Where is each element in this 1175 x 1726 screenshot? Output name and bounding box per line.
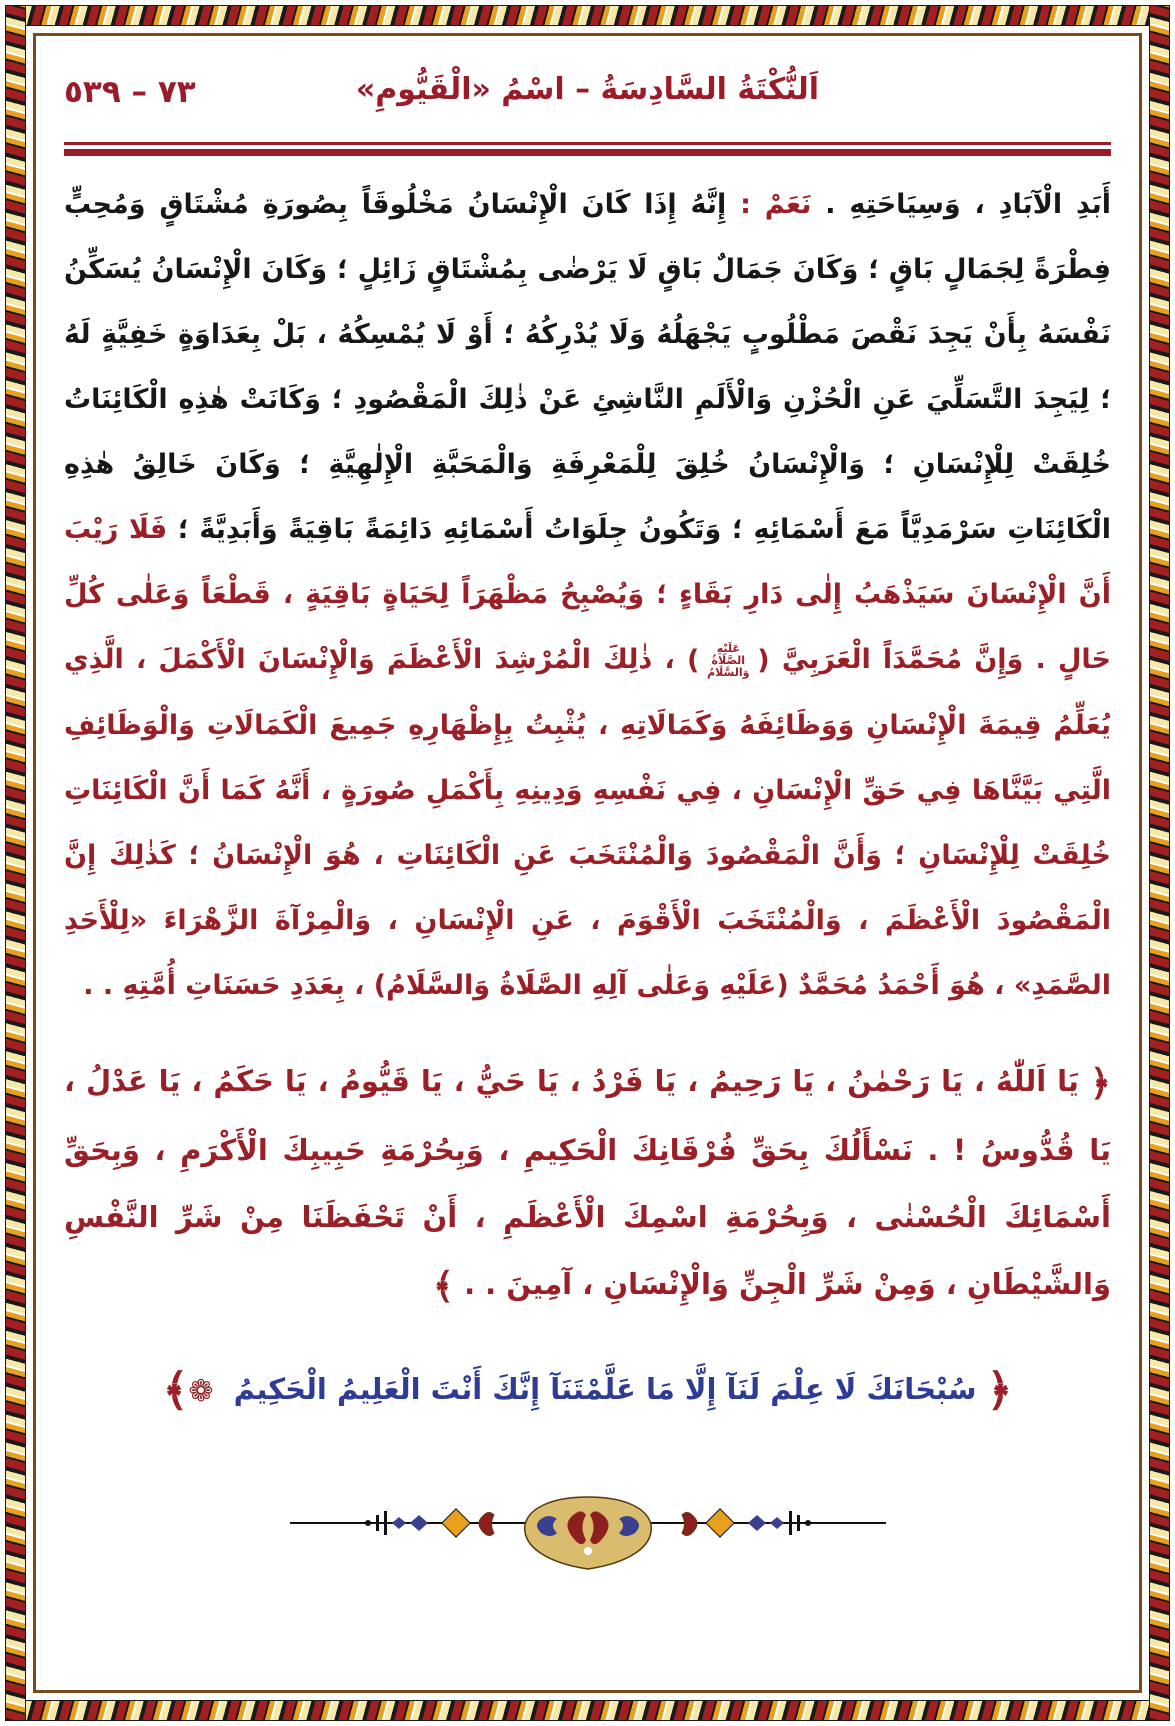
body-text-run-red: نَعَمْ : [726, 189, 812, 220]
body-text-run-red: ، ذٰلِكَ الْمُرْشِدَ الْأَعْظَمَ وَالْإِنْسَانَ الْأَكْمَلَ ، الَّذِي يُعَلِّمُ قِيمَةَ الْإِنْسَانِ وَوَظَائِفَهُ وَكَمَالَاتِهِ ، يُثْبِتُ بِإِظْهَارِهِ جَمِيعَ الْكَمَالَاتِ وَالْوَظَائِفِ الَّتِي بَيَّنَّاهَا فِي حَقِّ الْإِنْسَانِ ، فِي نَفْسِهِ وَدِينِهِ بِأَكْمَلِ صُورَةٍ ، أَنَّهُ كَمَا أَنَّ الْكَائِنَاتِ خُلِقَتْ لِلْإِنْسَانِ ؛ وَأَنَّ الْمَقْصُودَ وَالْمُنْتَخَبَ عَنِ الْكَائِنَاتِ ، هُوَ الْإِنْسَانُ ؛ كَذٰلِكَ إِنَّ الْمَقْصُودَ الْأَعْظَمَ ، وَالْمُنْتَخَبَ الْأَقْوَمَ ، عَنِ الْإِنْسَانِ ، وَالْمِرْآةَ الزَّهْرَاءَ «لِلْأَحَدِ الصَّمَدِ» ، هُوَ أَحْمَدُ مُحَمَّدٌ (عَلَيْهِ وَعَلٰى آلِهِ الصَّلَاةُ وَالسَّلَامُ) ، بِعَدَدِ حَسَنَاتِ أُمَّتِهِ . . [64, 644, 1111, 1001]
header-rule-thick [64, 149, 1111, 156]
border-chain-bottom [5, 1700, 1170, 1721]
page-numbers: ٧٣ – ٥٣٩ [64, 74, 196, 110]
page-title: اَلنُّكْتَةُ السَّادِسَةُ – اسْمُ «الْقَيُّومِ» [355, 72, 820, 107]
verse-line [64, 1354, 1111, 1427]
page-header [64, 58, 1111, 136]
header-rule-thin [64, 142, 1111, 145]
prayer-close-bracket-icon: ﴾ [432, 1266, 454, 1307]
verse-open-bracket-icon: ﴿ [986, 1365, 1013, 1416]
verse-text: سُبْحَانَكَ لَا عِلْمَ لَنَآ إِلَّا مَا عَلَّمْتَنَآ إِنَّكَ أَنْتَ الْعَلِيمُ الْحَكِيمُ [233, 1372, 977, 1406]
border-chain-top [5, 5, 1170, 26]
body-text-run-black: إِنَّهُ إِذَا كَانَ الْإِنْسَانُ مَخْلُوقَاً بِصُورَةِ مُشْتَاقٍ وَمُحِبٍّ فِطْرَةً لِجَمَالٍ بَاقٍ ؛ وَكَانَ جَمَالٌ بَاقٍ لَا يَرْضٰى بِمُشْتَاقٍ زَائِلٍ ؛ وَكَانَ الْإِنْسَانُ يُسَكِّنُ نَفْسَهُ بِأَنْ يَجِدَ نَقْصَ مَطْلُوبٍ يَجْهَلُهُ وَلَا يُدْرِكُهُ ؛ أَوْ لَا يُمْسِكُهُ ، بَلْ بِعَدَاوَةٍ خَفِيَّةٍ لَهُ ؛ لِيَجِدَ التَّسَلِّيَ عَنِ الْحُزْنِ وَالْأَلَمِ النَّاشِئِ عَنْ ذٰلِكَ الْمَقْصُودِ ؛ وَكَانَتْ هٰذِهِ الْكَائِنَاتُ خُلِقَتْ لِلْإِنْسَانِ ؛ وَالْإِنْسَانُ خُلِقَ لِلْمَعْرِفَةِ وَالْمَحَبَّةِ الْإِلٰهِيَّةِ ؛ وَكَانَ خَالِقُ هٰذِهِ الْكَائِنَاتِ سَرْمَدِيَّاً مَعَ أَسْمَائِهِ ؛ وَتَكُونُ جِلَوَاتُ أَسْمَائِهِ دَائِمَةً بَاقِيَةً وَأَبَدِيَّةً ؛ [64, 189, 1111, 545]
ornament-divider [64, 1493, 1111, 1583]
page-content [64, 58, 1111, 1583]
prayer-text: يَا اَللّٰهُ ، يَا رَحْمٰنُ ، يَا رَحِيمُ ، يَا فَرْدُ ، يَا حَيُّ ، يَا قَيُّومُ ، يَا حَكَمُ ، يَا عَدْلُ ، يَا قُدُّوسُ ! . نَسْأَلُكَ بِحَقِّ فُرْقَانِكَ الْحَكِيمِ ، وَبِحُرْمَةِ حَبِيبِكَ الْأَكْرَمِ ، وَبِحَقِّ أَسْمَائِكَ الْحُسْنٰى ، وَبِحُرْمَةِ اسْمِكَ الْأَعْظَمِ ، أَنْ تَحْفَظَنَا مِنْ شَرِّ النَّفْسِ وَالشَّيْطَانِ ، وَمِنْ شَرِّ الْجِنِّ وَالْإِنْسَانِ ، آمِينَ . . [64, 1064, 1111, 1301]
border-chain-right [1149, 5, 1170, 1721]
border-chain-left [5, 5, 26, 1721]
salawat-seal-icon: (عَلَيْهِ الصَّلَاةُ وَالسَّلَامُ) [686, 641, 770, 679]
ornament-divider-icon [288, 1493, 888, 1579]
body-text-run-black: أَبَدِ الْآبَادِ ، وَسِيَاحَتِهِ . [811, 189, 1111, 220]
body-paragraph [64, 172, 1111, 1018]
prayer-paragraph [64, 1048, 1111, 1320]
body-text-run-red: فَلَا رَيْبَ أَنَّ الْإِنْسَانَ سَيَذْهَبُ إِلٰى دَارِ بَقَاءٍ ؛ وَيُصْبِحُ مَظْهَرَاً لِحَيَاةٍ بَاقِيَةٍ ، قَطْعَاً وَعَلٰى كُلِّ حَالٍ . وَإِنَّ مُحَمَّدَاً الْعَرَبِيَّ [64, 514, 1112, 675]
prayer-open-bracket-icon: ﴿ [1089, 1063, 1111, 1104]
verse-close-bracket-icon: ﴾ [162, 1365, 189, 1416]
verse-rosette-icon: ❁ [188, 1374, 214, 1409]
